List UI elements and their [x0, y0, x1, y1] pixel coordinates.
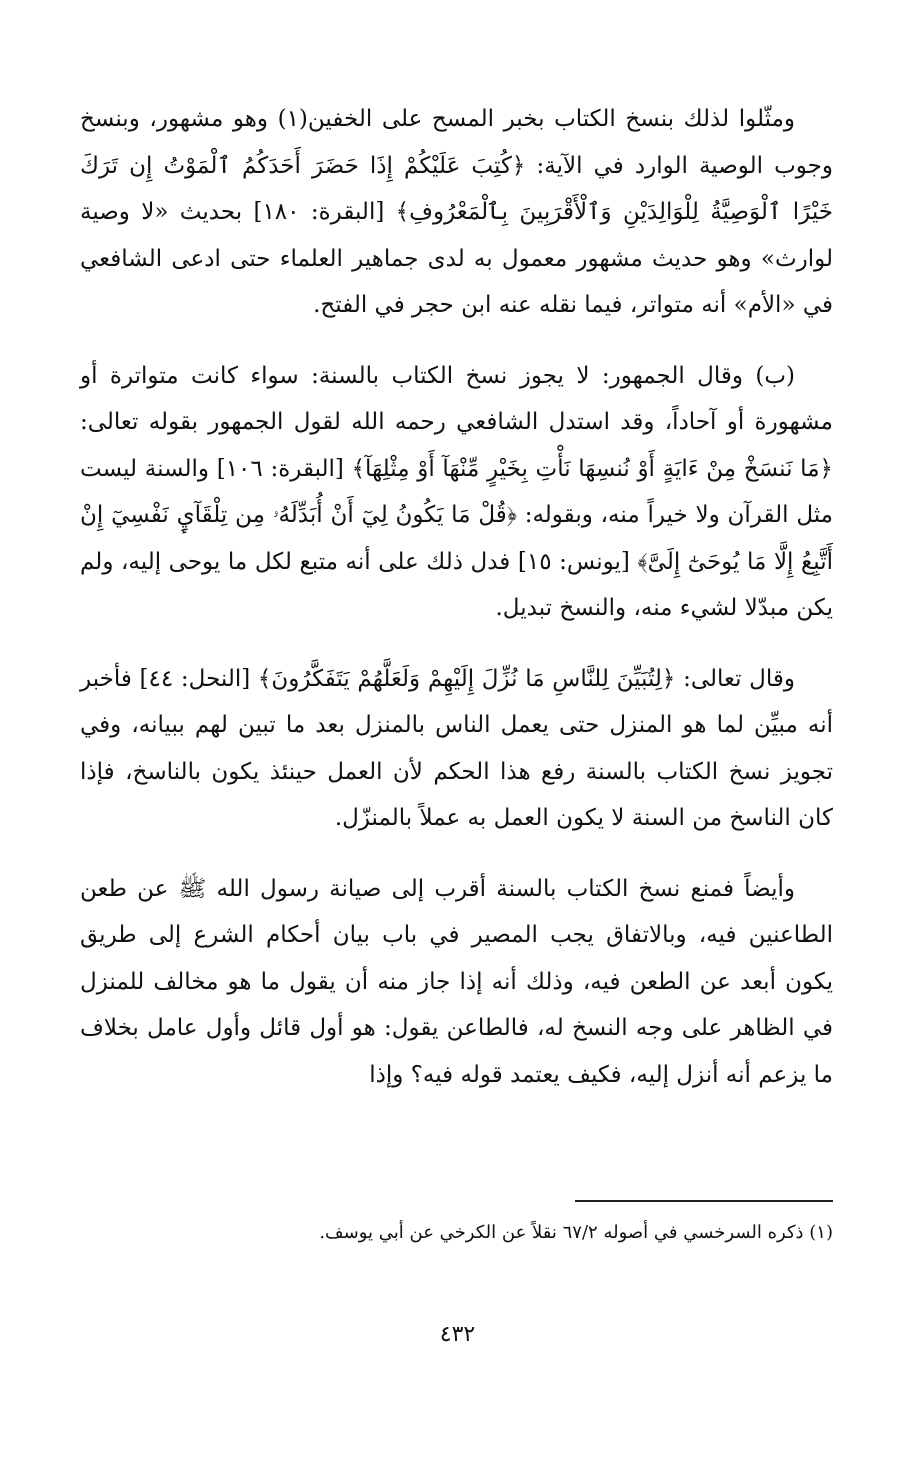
paragraph-4: وأيضاً فمنع نسخ الكتاب بالسنة أقرب إلى صيانة رسول الله ﷺ عن طعن الطاعنين فيه، وبالاتفاق يجب المصير في باب بيان أحكام الشرع إلى طريق يكون أبعد عن الطعن فيه، وذلك أنه إذا جاز منه أن يقول ما هو مخالف للمنزل في الظاهر على وجه النسخ له، فالطاعن يقول: هو أول قائل وأول عامل بخلاف ما يزعم أنه أنزل إليه، فكيف يعتمد قوله فيه؟ وإذا — [80, 875, 833, 1088]
footnote-divider — [575, 1200, 833, 1202]
paragraph-3: وقال تعالى: ﴿لِتُبَيِّنَ لِلنَّاسِ مَا نُزِّلَ إِلَيْهِمْ وَلَعَلَّهُمْ يَتَفَكَّرُونَ﴾ [النحل: ٤٤] فأخبر أنه مبيِّن لما هو المنزل حتى يعمل الناس بالمنزل بعد ما تبين لهم ببيانه، وفي تجويز نسخ الكتاب بالسنة رفع هذا الحكم لأن العمل حينئذ يكون بالناسخ، فإذا كان الناسخ من السنة لا يكون العمل به عملاً بالمنزّل. — [80, 665, 833, 831]
paragraph-1: ومثّلوا لذلك بنسخ الكتاب بخبر المسح على الخفين(١) وهو مشهور، وبنسخ وجوب الوصية الوارد في الآية: ﴿كُتِبَ عَلَيْكُمْ إِذَا حَضَرَ أَحَدَكُمُ ٱلْمَوْتُ إِن تَرَكَ خَيْرًا ٱلْوَصِيَّةُ لِلْوَالِدَيْنِ وَٱلْأَقْرَبِينَ بِٱلْمَعْرُوفِ﴾ [البقرة: ١٨٠] بحديث «لا وصية لوارث» وهو حديث مشهور معمول به لدى جماهير العلماء حتى ادعى الشافعي في «الأم» أنه متواتر، فيما نقله عنه ابن حجر في الفتح. — [80, 106, 833, 318]
paragraph-2: (ب) وقال الجمهور: لا يجوز نسخ الكتاب بالسنة: سواء كانت متواترة أو مشهورة أو آحاداً، وقد استدل الشافعي رحمه الله لقول الجمهور بقوله تعالى: ﴿مَا نَنسَخْ مِنْ ءَايَةٍ أَوْ نُنسِهَا نَأْتِ بِخَيْرٍ مِّنْهَآ أَوْ مِثْلِهَآ﴾ [البقرة: ١٠٦] والسنة ليست مثل القرآن ولا خيراً منه، وبقوله: ﴿قُلْ مَا يَكُونُ لِيٓ أَنْ أُبَدِّلَهُۥ مِن تِلْقَآيِٕ نَفْسِيٓ إِنْ أَتَّبِعُ إِلَّا مَا يُوحَىٰٓ إِلَىَّ﴾ [يونس: ١٥] فدل ذلك على أنه متبع لكل ما يوحى إليه، ولم يكن مبدّلا لشيء منه، والنسخ تبديل. — [80, 362, 833, 621]
page-number: ٤٣٢ — [439, 1322, 476, 1347]
footnote: (١) ذكره السرخسي في أصوله ٦٧/٢ نقلاً عن الكرخي عن أبي يوسف. — [319, 1222, 833, 1243]
